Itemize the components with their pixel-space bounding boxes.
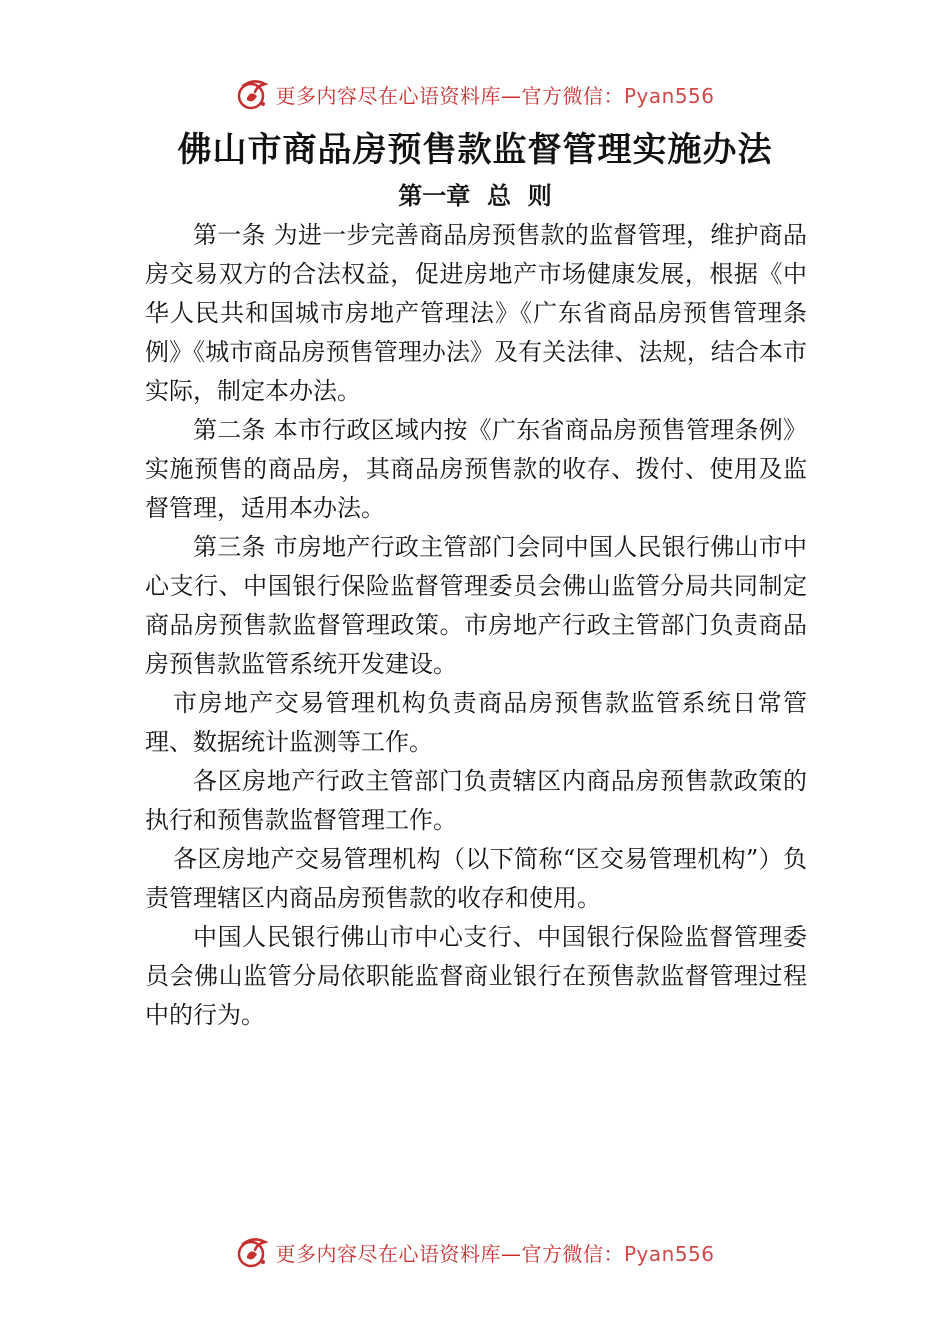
watermark-label: 更多内容尽在心语资料库—官方微信：	[275, 1241, 624, 1266]
article-3: 第三条 市房地产行政主管部门会同中国人民银行佛山市中心支行、中国银行保险监督管理委员会佛山监管分局共同制定商品房预售款监督管理政策。市房地产行政主管部门负责商品房预售款监管系统开发建设。	[145, 533, 807, 678]
watermark-label: 更多内容尽在心语资料库—官方微信：	[275, 83, 624, 108]
paragraph-district-agencies: 各区房地产交易管理机构（以下简称“区交易管理机构”）负责管理辖区内商品房预售款的收存和使用。	[145, 845, 807, 912]
watermark-handle: Pyan556	[623, 1241, 715, 1266]
brand-logo-icon	[235, 76, 271, 112]
article-1: 第一条 为进一步完善商品房预售款的监督管理，维护商品房交易双方的合法权益，促进房地产市场健康发展，根据《中华人民共和国城市房地产管理法》《广东省商品房预售管理条例》《城市商品房预售管理办法》及有关法律、法规，结合本市实际，制定本办法。	[145, 221, 807, 405]
watermark-handle: Pyan556	[623, 83, 715, 108]
watermark-text	[275, 1238, 714, 1267]
article-2: 第二条 本市行政区域内按《广东省商品房预售管理条例》实施预售的商品房，其商品房预售款的收存、拨付、使用及监督管理，适用本办法。	[145, 416, 807, 522]
document-title: 佛山市商品房预售款监督管理实施办法	[177, 130, 773, 170]
paragraph-bank-supervision: 中国人民银行佛山市中心支行、中国银行保险监督管理委员会佛山监管分局依职能监督商业银行在预售款监督管理过程中的行为。	[145, 923, 807, 1029]
watermark-header	[0, 74, 950, 114]
watermark-text	[275, 80, 714, 109]
brand-logo-icon	[235, 1234, 271, 1270]
chapter-heading: 第一章 总 则	[398, 181, 552, 210]
document-body	[145, 216, 807, 1035]
paragraph-city-agency: 市房地产交易管理机构负责商品房预售款监管系统日常管理、数据统计监测等工作。	[145, 689, 807, 756]
watermark-footer	[0, 1232, 950, 1272]
paragraph-district-departments: 各区房地产行政主管部门负责辖区内商品房预售款政策的执行和预售款监督管理工作。	[145, 767, 807, 834]
